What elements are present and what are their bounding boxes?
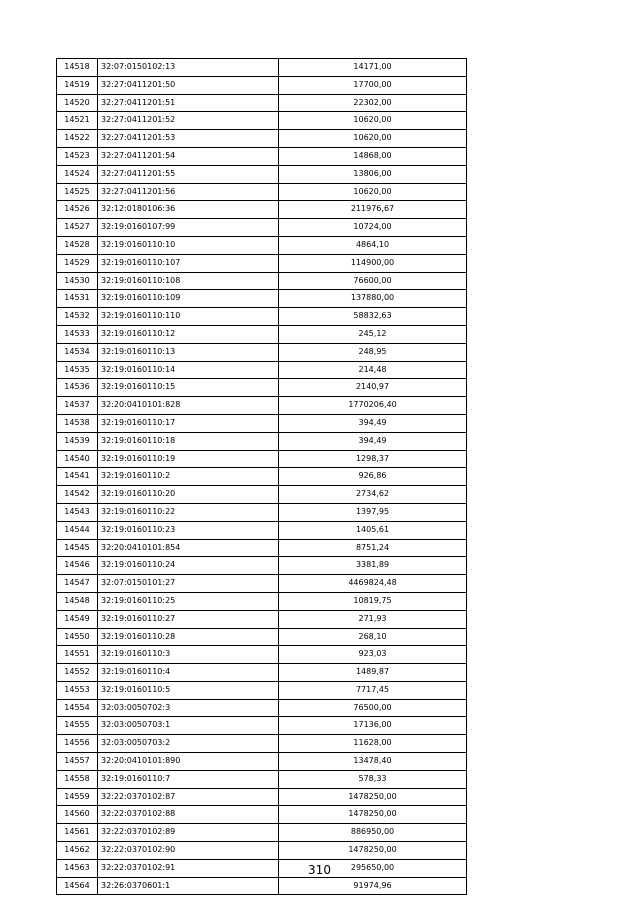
value-cell: 1298,37: [279, 450, 467, 468]
cadastral-number-cell: 32:19:0160110:12: [98, 325, 279, 343]
table-row: [57, 539, 467, 557]
row-number-cell: 14539: [57, 432, 98, 450]
cadastral-number-cell: 32:07:0150102:13: [98, 59, 279, 77]
row-number-cell: 14538: [57, 414, 98, 432]
cadastral-number-cell: 32:27:0411201:55: [98, 165, 279, 183]
table-row: [57, 397, 467, 415]
row-number-cell: 14546: [57, 557, 98, 575]
value-cell: 295650,00: [279, 859, 467, 877]
row-number-cell: 14536: [57, 379, 98, 397]
cadastral-number-cell: 32:19:0160110:28: [98, 628, 279, 646]
cadastral-number-cell: 32:27:0411201:52: [98, 112, 279, 130]
row-number-cell: 14526: [57, 201, 98, 219]
value-cell: 76600,00: [279, 272, 467, 290]
table-row: [57, 575, 467, 593]
table-row: [57, 112, 467, 130]
table-row: [57, 325, 467, 343]
cadastral-number-cell: 32:19:0160110:25: [98, 592, 279, 610]
table-row: [57, 165, 467, 183]
row-number-cell: 14519: [57, 76, 98, 94]
table-row: [57, 236, 467, 254]
value-cell: 1489,87: [279, 664, 467, 682]
value-cell: 14171,00: [279, 59, 467, 77]
row-number-cell: 14543: [57, 503, 98, 521]
table-row: [57, 824, 467, 842]
row-number-cell: 14549: [57, 610, 98, 628]
cadastral-number-cell: 32:19:0160110:18: [98, 432, 279, 450]
value-cell: 211976,67: [279, 201, 467, 219]
value-cell: 271,93: [279, 610, 467, 628]
value-cell: 1397,95: [279, 503, 467, 521]
table-row: [57, 628, 467, 646]
cadastral-number-cell: 32:19:0160110:3: [98, 646, 279, 664]
cadastral-number-cell: 32:27:0411201:54: [98, 147, 279, 165]
value-cell: 3381,89: [279, 557, 467, 575]
table-row: [57, 806, 467, 824]
value-cell: 10620,00: [279, 130, 467, 148]
table-row: [57, 147, 467, 165]
value-cell: 1478250,00: [279, 788, 467, 806]
row-number-cell: 14530: [57, 272, 98, 290]
table-row: [57, 219, 467, 237]
cadastral-number-cell: 32:27:0411201:56: [98, 183, 279, 201]
table-row: [57, 521, 467, 539]
table-row: [57, 130, 467, 148]
table-row: [57, 254, 467, 272]
cadastral-number-cell: 32:19:0160110:24: [98, 557, 279, 575]
value-cell: 114900,00: [279, 254, 467, 272]
value-cell: 923,03: [279, 646, 467, 664]
row-number-cell: 14551: [57, 646, 98, 664]
row-number-cell: 14529: [57, 254, 98, 272]
cadastral-number-cell: 32:03:0050703:1: [98, 717, 279, 735]
value-cell: 22302,00: [279, 94, 467, 112]
row-number-cell: 14528: [57, 236, 98, 254]
value-cell: 2734,62: [279, 486, 467, 504]
row-number-cell: 14535: [57, 361, 98, 379]
value-cell: 137880,00: [279, 290, 467, 308]
row-number-cell: 14548: [57, 592, 98, 610]
cadastral-number-cell: 32:19:0160110:19: [98, 450, 279, 468]
row-number-cell: 14544: [57, 521, 98, 539]
row-number-cell: 14554: [57, 699, 98, 717]
row-number-cell: 14547: [57, 575, 98, 593]
row-number-cell: 14542: [57, 486, 98, 504]
table-row: [57, 290, 467, 308]
table-row: [57, 717, 467, 735]
row-number-cell: 14563: [57, 859, 98, 877]
cadastral-number-cell: 32:19:0160110:110: [98, 308, 279, 326]
cadastral-number-cell: 32:20:0410101:854: [98, 539, 279, 557]
cadastral-number-cell: 32:12:0180106:36: [98, 201, 279, 219]
cadastral-number-cell: 32:22:0370102:91: [98, 859, 279, 877]
row-number-cell: 14550: [57, 628, 98, 646]
cadastral-number-cell: 32:26:0370601:1: [98, 877, 279, 895]
cadastral-value-table: [56, 58, 467, 895]
table-row: [57, 432, 467, 450]
value-cell: 14868,00: [279, 147, 467, 165]
cadastral-number-cell: 32:19:0160110:5: [98, 681, 279, 699]
value-cell: 76500,00: [279, 699, 467, 717]
value-cell: 1478250,00: [279, 806, 467, 824]
row-number-cell: 14520: [57, 94, 98, 112]
value-cell: 1770206,40: [279, 397, 467, 415]
table-row: [57, 379, 467, 397]
row-number-cell: 14522: [57, 130, 98, 148]
cadastral-number-cell: 32:19:0160110:20: [98, 486, 279, 504]
cadastral-number-cell: 32:19:0160110:22: [98, 503, 279, 521]
cadastral-number-cell: 32:22:0370102:88: [98, 806, 279, 824]
row-number-cell: 14523: [57, 147, 98, 165]
value-cell: 10620,00: [279, 183, 467, 201]
cadastral-number-cell: 32:19:0160110:109: [98, 290, 279, 308]
table-row: [57, 646, 467, 664]
cadastral-number-cell: 32:27:0411201:53: [98, 130, 279, 148]
table-row: [57, 503, 467, 521]
table-row: [57, 450, 467, 468]
table-row: [57, 468, 467, 486]
table-row: [57, 699, 467, 717]
row-number-cell: 14533: [57, 325, 98, 343]
value-cell: 886950,00: [279, 824, 467, 842]
table-row: [57, 343, 467, 361]
value-cell: 1405,61: [279, 521, 467, 539]
cadastral-number-cell: 32:27:0411201:51: [98, 94, 279, 112]
row-number-cell: 14524: [57, 165, 98, 183]
value-cell: 4469824,48: [279, 575, 467, 593]
value-cell: 394,49: [279, 432, 467, 450]
row-number-cell: 14553: [57, 681, 98, 699]
cadastral-number-cell: 32:19:0160110:15: [98, 379, 279, 397]
table-row: [57, 557, 467, 575]
cadastral-number-cell: 32:19:0160110:13: [98, 343, 279, 361]
cadastral-number-cell: 32:19:0160110:10: [98, 236, 279, 254]
cadastral-number-cell: 32:27:0411201:50: [98, 76, 279, 94]
value-cell: 58832,63: [279, 308, 467, 326]
table-row: [57, 486, 467, 504]
value-cell: 10819,75: [279, 592, 467, 610]
table-row: [57, 753, 467, 771]
table-row: [57, 592, 467, 610]
value-cell: 578,33: [279, 770, 467, 788]
row-number-cell: 14534: [57, 343, 98, 361]
table-row: [57, 308, 467, 326]
cadastral-number-cell: 32:22:0370102:90: [98, 842, 279, 860]
value-cell: 17136,00: [279, 717, 467, 735]
table-row: [57, 842, 467, 860]
table-row: [57, 414, 467, 432]
value-cell: 245,12: [279, 325, 467, 343]
value-cell: 4864,10: [279, 236, 467, 254]
cadastral-number-cell: 32:19:0160110:27: [98, 610, 279, 628]
cadastral-number-cell: 32:20:0410101:828: [98, 397, 279, 415]
value-cell: 248,95: [279, 343, 467, 361]
value-cell: 13806,00: [279, 165, 467, 183]
value-cell: 91974,96: [279, 877, 467, 895]
cadastral-number-cell: 32:22:0370102:89: [98, 824, 279, 842]
value-cell: 2140,97: [279, 379, 467, 397]
row-number-cell: 14560: [57, 806, 98, 824]
row-number-cell: 14552: [57, 664, 98, 682]
row-number-cell: 14556: [57, 735, 98, 753]
row-number-cell: 14521: [57, 112, 98, 130]
table-row: [57, 610, 467, 628]
cadastral-number-cell: 32:19:0160110:2: [98, 468, 279, 486]
table-row: [57, 59, 467, 77]
value-cell: 268,10: [279, 628, 467, 646]
cadastral-number-cell: 32:19:0160110:23: [98, 521, 279, 539]
row-number-cell: 14518: [57, 59, 98, 77]
cadastral-number-cell: 32:07:0150101:27: [98, 575, 279, 593]
page-number: 310: [308, 863, 331, 877]
row-number-cell: 14532: [57, 308, 98, 326]
table-row: [57, 76, 467, 94]
row-number-cell: 14527: [57, 219, 98, 237]
row-number-cell: 14561: [57, 824, 98, 842]
row-number-cell: 14559: [57, 788, 98, 806]
value-cell: 10620,00: [279, 112, 467, 130]
table-row: [57, 361, 467, 379]
value-cell: 214,48: [279, 361, 467, 379]
cadastral-number-cell: 32:19:0160110:17: [98, 414, 279, 432]
table-row: [57, 877, 467, 895]
table-row: [57, 201, 467, 219]
row-number-cell: 14537: [57, 397, 98, 415]
row-number-cell: 14531: [57, 290, 98, 308]
table-row: [57, 183, 467, 201]
table-row: [57, 735, 467, 753]
cadastral-number-cell: 32:19:0160110:7: [98, 770, 279, 788]
table-row: [57, 664, 467, 682]
cadastral-number-cell: 32:20:0410101:890: [98, 753, 279, 771]
row-number-cell: 14564: [57, 877, 98, 895]
row-number-cell: 14555: [57, 717, 98, 735]
row-number-cell: 14557: [57, 753, 98, 771]
cadastral-number-cell: 32:19:0160110:107: [98, 254, 279, 272]
table-row: [57, 681, 467, 699]
row-number-cell: 14540: [57, 450, 98, 468]
value-cell: 10724,00: [279, 219, 467, 237]
cadastral-number-cell: 32:19:0160107:99: [98, 219, 279, 237]
row-number-cell: 14562: [57, 842, 98, 860]
cadastral-number-cell: 32:03:0050702:3: [98, 699, 279, 717]
value-cell: 13478,40: [279, 753, 467, 771]
row-number-cell: 14541: [57, 468, 98, 486]
cadastral-number-cell: 32:19:0160110:108: [98, 272, 279, 290]
value-cell: 394,49: [279, 414, 467, 432]
row-number-cell: 14525: [57, 183, 98, 201]
row-number-cell: 14545: [57, 539, 98, 557]
value-cell: 926,86: [279, 468, 467, 486]
cadastral-number-cell: 32:19:0160110:14: [98, 361, 279, 379]
value-cell: 17700,00: [279, 76, 467, 94]
value-cell: 11628,00: [279, 735, 467, 753]
table-row: [57, 94, 467, 112]
table-body: [57, 59, 467, 895]
cadastral-number-cell: 32:19:0160110:4: [98, 664, 279, 682]
value-cell: 8751,24: [279, 539, 467, 557]
table-row: [57, 770, 467, 788]
table-row: [57, 788, 467, 806]
row-number-cell: 14558: [57, 770, 98, 788]
value-cell: 1478250,00: [279, 842, 467, 860]
cadastral-number-cell: 32:03:0050703:2: [98, 735, 279, 753]
table-row: [57, 272, 467, 290]
cadastral-number-cell: 32:22:0370102:87: [98, 788, 279, 806]
value-cell: 7717,45: [279, 681, 467, 699]
